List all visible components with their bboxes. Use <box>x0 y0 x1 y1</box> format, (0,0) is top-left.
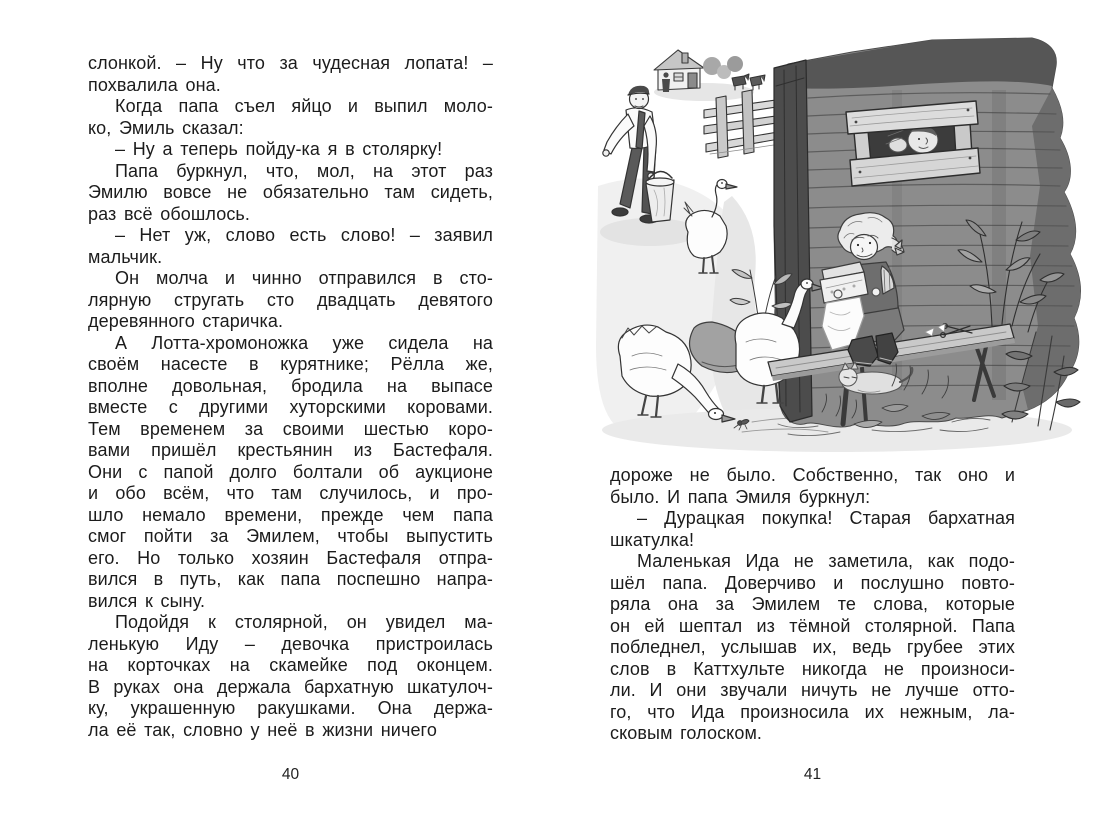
paragraph <box>88 161 493 226</box>
text-line: Подойдя к столярной, он увидел ма- <box>115 612 493 632</box>
paragraph <box>610 508 1015 551</box>
paragraph <box>88 96 493 139</box>
workshop-window <box>846 101 980 186</box>
text-line: деревянного старичка. <box>88 311 284 331</box>
text-line: вами пришёл крестьянин из Бастефаля. <box>88 440 493 460</box>
right-page-text <box>610 465 1015 745</box>
text-line: вполне довольная, бродила на выпасе <box>88 375 493 396</box>
text-line: В руках она держала бархатную шкатулоч- <box>88 676 493 697</box>
text-line: ку, украшенную ракушками. Она держа- <box>88 698 493 718</box>
paragraph <box>88 612 493 741</box>
text-line: лярную стругать сто двадцать девятого <box>88 289 493 310</box>
text-line: – Дурацкая покупка! Старая бархатная <box>637 508 1015 528</box>
text-line: ла её так, словно у неё в жизни ничего <box>88 719 437 740</box>
text-line: своём насесте в курятнике; Рёлла же, <box>88 354 493 374</box>
text-line: шкатулка! <box>610 529 695 550</box>
text-line: было. И папа Эмиля буркнул: <box>610 486 871 507</box>
paragraph <box>88 225 493 268</box>
text-line: дороже не было. Собственно, так оно и <box>610 465 1015 485</box>
text-line: раз всё обошлось. <box>88 203 251 224</box>
text-line: слонкой. – Ну что за чудесная лопата! – <box>88 53 493 73</box>
text-line: похвалила она. <box>88 74 221 95</box>
text-line: ли. И они звучали ничуть не лучше отто- <box>610 680 1015 700</box>
text-line: побледнел, услышав их, ведь грубее этих <box>610 637 1015 657</box>
text-line: он ей шептал из тёмной столярной. Папа <box>610 615 1015 636</box>
text-line: сковым голоском. <box>610 723 763 743</box>
text-line: и обо всём, что там случилось, и про- <box>88 483 493 503</box>
left-page-text <box>88 53 493 741</box>
illustration <box>592 26 1084 456</box>
text-line: Тем временем за своими шестью коро- <box>88 418 493 439</box>
text-line: смог пойти за Эмилем, чтобы выпустить <box>88 526 493 546</box>
text-line: на корточках на скамейке под оконцем. <box>88 655 493 675</box>
text-line: – Нет уж, слово есть слово! – заявил <box>115 225 493 245</box>
paragraph <box>610 551 1015 745</box>
text-line: Папа буркнул, что, мол, на этот раз <box>115 160 493 181</box>
text-line: Они с папой долго болтали об аукционе <box>88 461 493 482</box>
text-line: ряла она за Эмилем те слова, которые <box>610 594 1015 614</box>
paragraph <box>88 53 493 96</box>
text-line: вместе с другими хуторскими коровами. <box>88 397 493 417</box>
text-line: шёл папа. Доверчиво и послушно повто- <box>610 572 1015 593</box>
text-line: Маленькая Ида не заметила, как подо- <box>637 551 1015 571</box>
text-line: Эмилю вовсе не обязательно там сидеть, <box>88 182 493 202</box>
text-line: слов в Каттхульте никогда не произноси- <box>610 658 1015 679</box>
text-line: вился к сыну. <box>88 590 206 611</box>
paragraph <box>88 139 493 161</box>
paragraph <box>88 333 493 613</box>
text-line: го, что Ида произносила их нежным, ла- <box>610 701 1015 722</box>
bucket <box>646 171 674 222</box>
text-line: – Ну а теперь пойду-ка я в столярку! <box>115 139 443 159</box>
left-page-number: 40 <box>281 766 300 783</box>
text-line: вился в путь, как папа поспешно напра- <box>88 569 493 589</box>
text-line: шло немало времени, прежде чем папа <box>88 504 493 525</box>
text-line: Он молча и чинно отправился в сто- <box>115 268 493 288</box>
text-line: его. Но только хозяин Бастефаля отпра- <box>88 547 493 568</box>
text-line: ко, Эмиль сказал: <box>88 117 244 138</box>
right-page-number: 41 <box>803 766 822 783</box>
paragraph <box>610 465 1015 508</box>
paragraph <box>88 268 493 333</box>
text-line: А Лотта-хромоножка уже сидела на <box>115 332 493 353</box>
text-line: мальчик. <box>88 246 163 267</box>
text-line: Когда папа съел яйцо и выпил моло- <box>115 96 493 116</box>
text-line: ленькую Иду – девочка пристроилась <box>88 633 493 654</box>
